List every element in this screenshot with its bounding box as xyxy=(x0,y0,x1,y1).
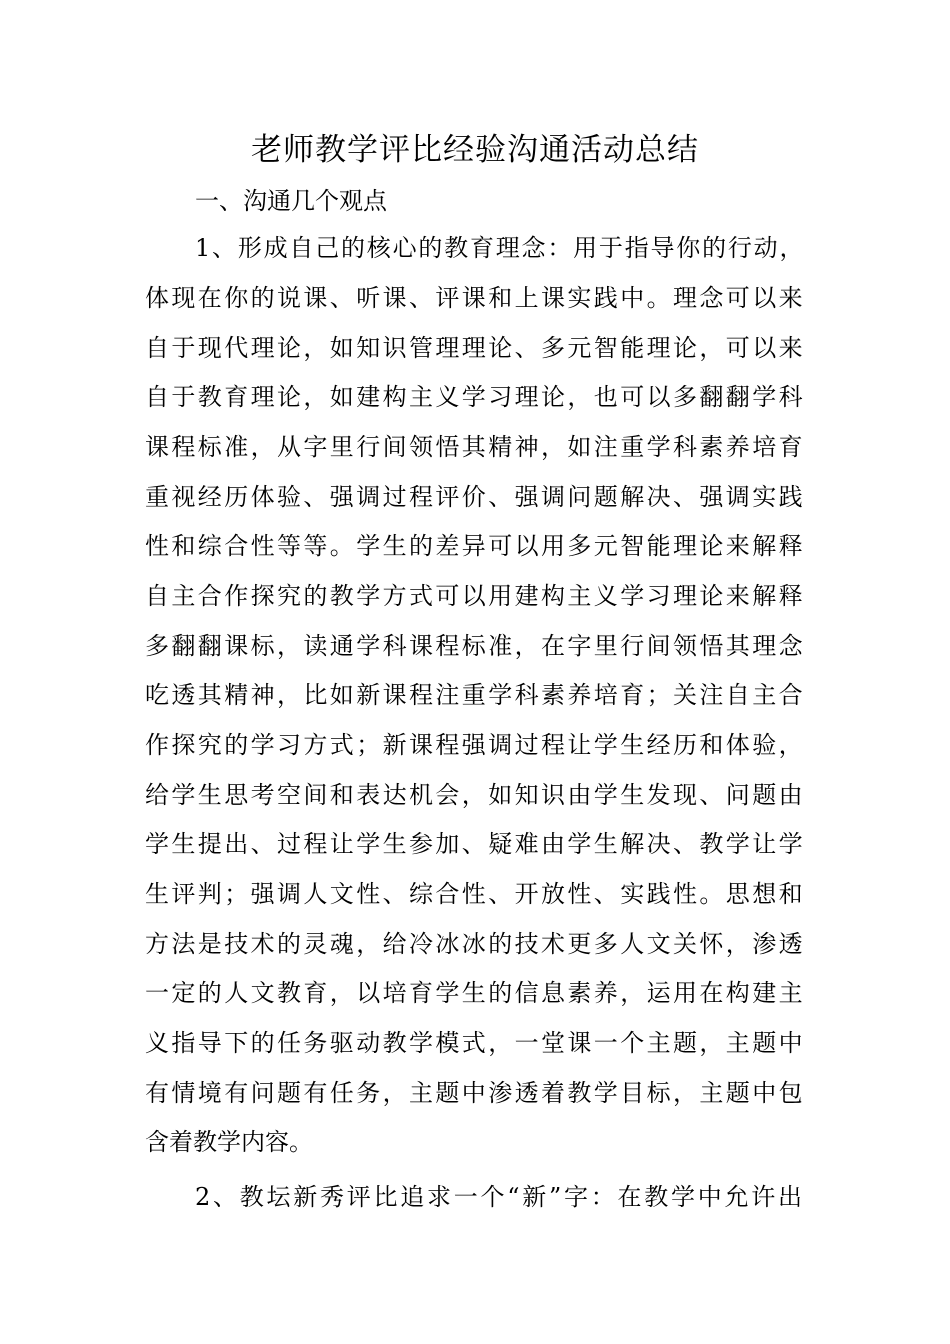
paragraph-line: 作探究的学习方式；新课程强调过程让学生经历和体验， xyxy=(145,731,805,759)
paragraph-line: 性和综合性等等。学生的差异可以用多元智能理论来解释 xyxy=(145,532,805,560)
paragraph-line: 体现在你的说课、听课、评课和上课实践中。理念可以来 xyxy=(145,284,805,312)
paragraph-line: 吃透其精神，比如新课程注重学科素养培育；关注自主合 xyxy=(145,681,805,709)
paragraph-line: 多翻翻课标，读通学科课程标准，在字里行间领悟其理念 xyxy=(145,632,805,660)
paragraph-line: 自主合作探究的教学方式可以用建构主义学习理论来解释 xyxy=(145,582,805,610)
paragraph-line: 课程标准，从字里行间领悟其精神，如注重学科素养培育 xyxy=(145,433,805,461)
paragraph-line: 重视经历体验、强调过程评价、强调问题解决、强调实践 xyxy=(145,483,805,511)
paragraph-line: 2、教坛新秀评比追求一个“新”字：在教学中允许出 xyxy=(195,1183,805,1211)
paragraph-line: 有情境有问题有任务，主题中渗透着教学目标，主题中包 xyxy=(145,1079,805,1107)
paragraph-line: 一定的人文教育，以培育学生的信息素养，运用在构建主 xyxy=(145,979,805,1007)
paragraph-line: 自于教育理论，如建构主义学习理论，也可以多翻翻学科 xyxy=(145,383,805,411)
paragraph-line: 学生提出、过程让学生参加、疑难由学生解决、教学让学 xyxy=(145,830,805,858)
paragraph-line: 义指导下的任务驱动教学模式，一堂课一个主题，主题中 xyxy=(145,1029,805,1057)
paragraph-line: 含着教学内容。 xyxy=(145,1128,313,1156)
paragraph-line: 1、形成自己的核心的教育理念：用于指导你的行动， xyxy=(195,234,806,262)
section-heading: 一、沟通几个观点 xyxy=(195,187,387,215)
paragraph-line: 自于现代理论，如知识管理理论、多元智能理论，可以来 xyxy=(145,334,805,362)
paragraph-line: 生评判；强调人文性、综合性、开放性、实践性。思想和 xyxy=(145,880,805,908)
paragraph-line: 方法是技术的灵魂，给冷冰冰的技术更多人文关怀，渗透 xyxy=(145,930,805,958)
paragraph-line: 给学生思考空间和表达机会，如知识由学生发现、问题由 xyxy=(145,781,805,809)
document-title: 老师教学评比经验沟通活动总结 xyxy=(251,132,699,168)
